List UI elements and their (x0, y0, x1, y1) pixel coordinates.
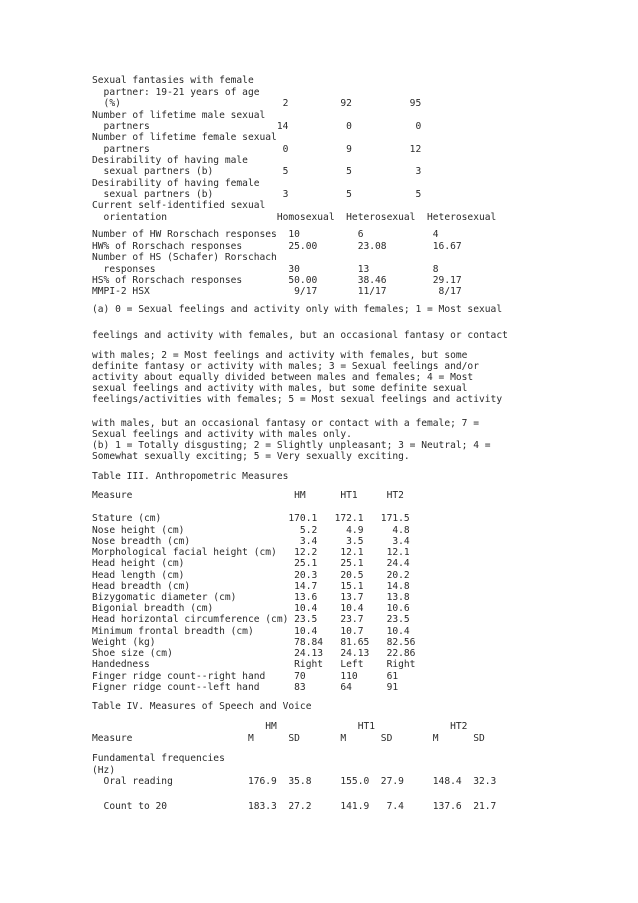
text-line: Table III. Anthropometric Measures (92, 471, 289, 482)
text-line: Figner ridge count--left hand 83 64 91 (92, 682, 399, 693)
text-line: Desirability of having male (92, 155, 248, 166)
text-line: partner: 19-21 years of age (92, 87, 260, 98)
text-line: HM HT1 HT2 (92, 721, 468, 732)
text-line: Stature (cm) 170.1 172.1 171.5 (92, 513, 410, 524)
text-line: Sexual feelings and activity with males only. (92, 429, 352, 440)
text-line: Count to 20 183.3 27.2 141.9 7.4 137.6 21.7 (92, 801, 497, 812)
text-line: Somewhat sexually exciting; 5 = Very sexually exciting. (92, 451, 410, 462)
text-line: Measure HM HT1 HT2 (92, 490, 404, 501)
text-line: Shoe size (cm) 24.13 24.13 22.86 (92, 648, 416, 659)
text-line: Nose height (cm) 5.2 4.9 4.8 (92, 525, 410, 536)
text-line: (b) 1 = Totally disgusting; 2 = Slightly unpleasant; 3 = Neutral; 4 = (92, 440, 491, 451)
text-line: Handedness Right Left Right (92, 659, 416, 670)
text-line: Weight (kg) 78.84 81.65 82.56 (92, 637, 416, 648)
text-line: Morphological facial height (cm) 12.2 12.1 12.1 (92, 547, 410, 558)
text-line: Bigonial breadth (cm) 10.4 10.4 10.6 (92, 603, 410, 614)
text-line: Fundamental frequencies (92, 753, 225, 764)
text-line: Head length (cm) 20.3 20.5 20.2 (92, 570, 410, 581)
text-line: Current self-identified sexual (92, 200, 266, 211)
text-line: definite fantasy or activity with males; 3 = Sexual feelings and/or (92, 361, 479, 372)
text-line: Nose breadth (cm) 3.4 3.5 3.4 (92, 536, 410, 547)
text-line: Table IV. Measures of Speech and Voice (92, 701, 312, 712)
text-line: feelings and activity with females, but an occasional fantasy or contact (92, 330, 508, 341)
text-line: HS% of Rorschach responses 50.00 38.46 29.17 (92, 275, 462, 286)
text-line: orientation Homosexual Heterosexual Heterosexual (92, 212, 497, 223)
text-line: Head height (cm) 25.1 25.1 24.4 (92, 558, 410, 569)
text-line: feelings/activities with females; 5 = Most sexual feelings and activity (92, 394, 503, 405)
text-line: MMPI-2 HSX 9/17 11/17 8/17 (92, 286, 462, 297)
text-line: (a) 0 = Sexual feelings and activity only with females; 1 = Most sexual (92, 304, 503, 315)
text-line: Head horizontal circumference (cm) 23.5 23.7 23.5 (92, 614, 410, 625)
text-line: responses 30 13 8 (92, 264, 439, 275)
text-line: activity about equally divided between males and females; 4 = Most (92, 372, 474, 383)
text-line: Finger ridge count--right hand 70 110 61 (92, 671, 399, 682)
text-line: Sexual fantasies with female (92, 75, 254, 86)
text-line: (Hz) (92, 765, 116, 776)
text-line: Number of lifetime female sexual (92, 132, 277, 143)
text-line: sexual feelings and activity with males, but some definite sexual (92, 383, 468, 394)
text-line: Desirability of having female (92, 178, 260, 189)
text-line: sexual partners (b) 5 5 3 (92, 166, 422, 177)
text-line: partners 14 0 0 (92, 121, 422, 132)
text-line: with males, but an occasional fantasy or contact with a female; 7 = (92, 418, 479, 429)
text-line: (%) 2 92 95 (92, 98, 422, 109)
text-line: HW% of Rorschach responses 25.00 23.08 16.67 (92, 241, 462, 252)
text-line: Measure M SD M SD M SD (92, 733, 485, 744)
text-line: Minimum frontal breadth (cm) 10.4 10.7 10.4 (92, 626, 410, 637)
text-line: Bizygomatic diameter (cm) 13.6 13.7 13.8 (92, 592, 410, 603)
text-line: Oral reading 176.9 35.8 155.0 27.9 148.4 32.3 (92, 776, 497, 787)
text-line: partners 0 9 12 (92, 144, 422, 155)
text-line: sexual partners (b) 3 5 5 (92, 189, 422, 200)
text-line: with males; 2 = Most feelings and activity with females, but some (92, 350, 468, 361)
text-line: Number of HS (Schafer) Rorschach (92, 252, 277, 263)
text-line: Number of HW Rorschach responses 10 6 4 (92, 229, 439, 240)
text-line: Number of lifetime male sexual (92, 110, 266, 121)
text-line: Head breadth (cm) 14.7 15.1 14.8 (92, 581, 410, 592)
